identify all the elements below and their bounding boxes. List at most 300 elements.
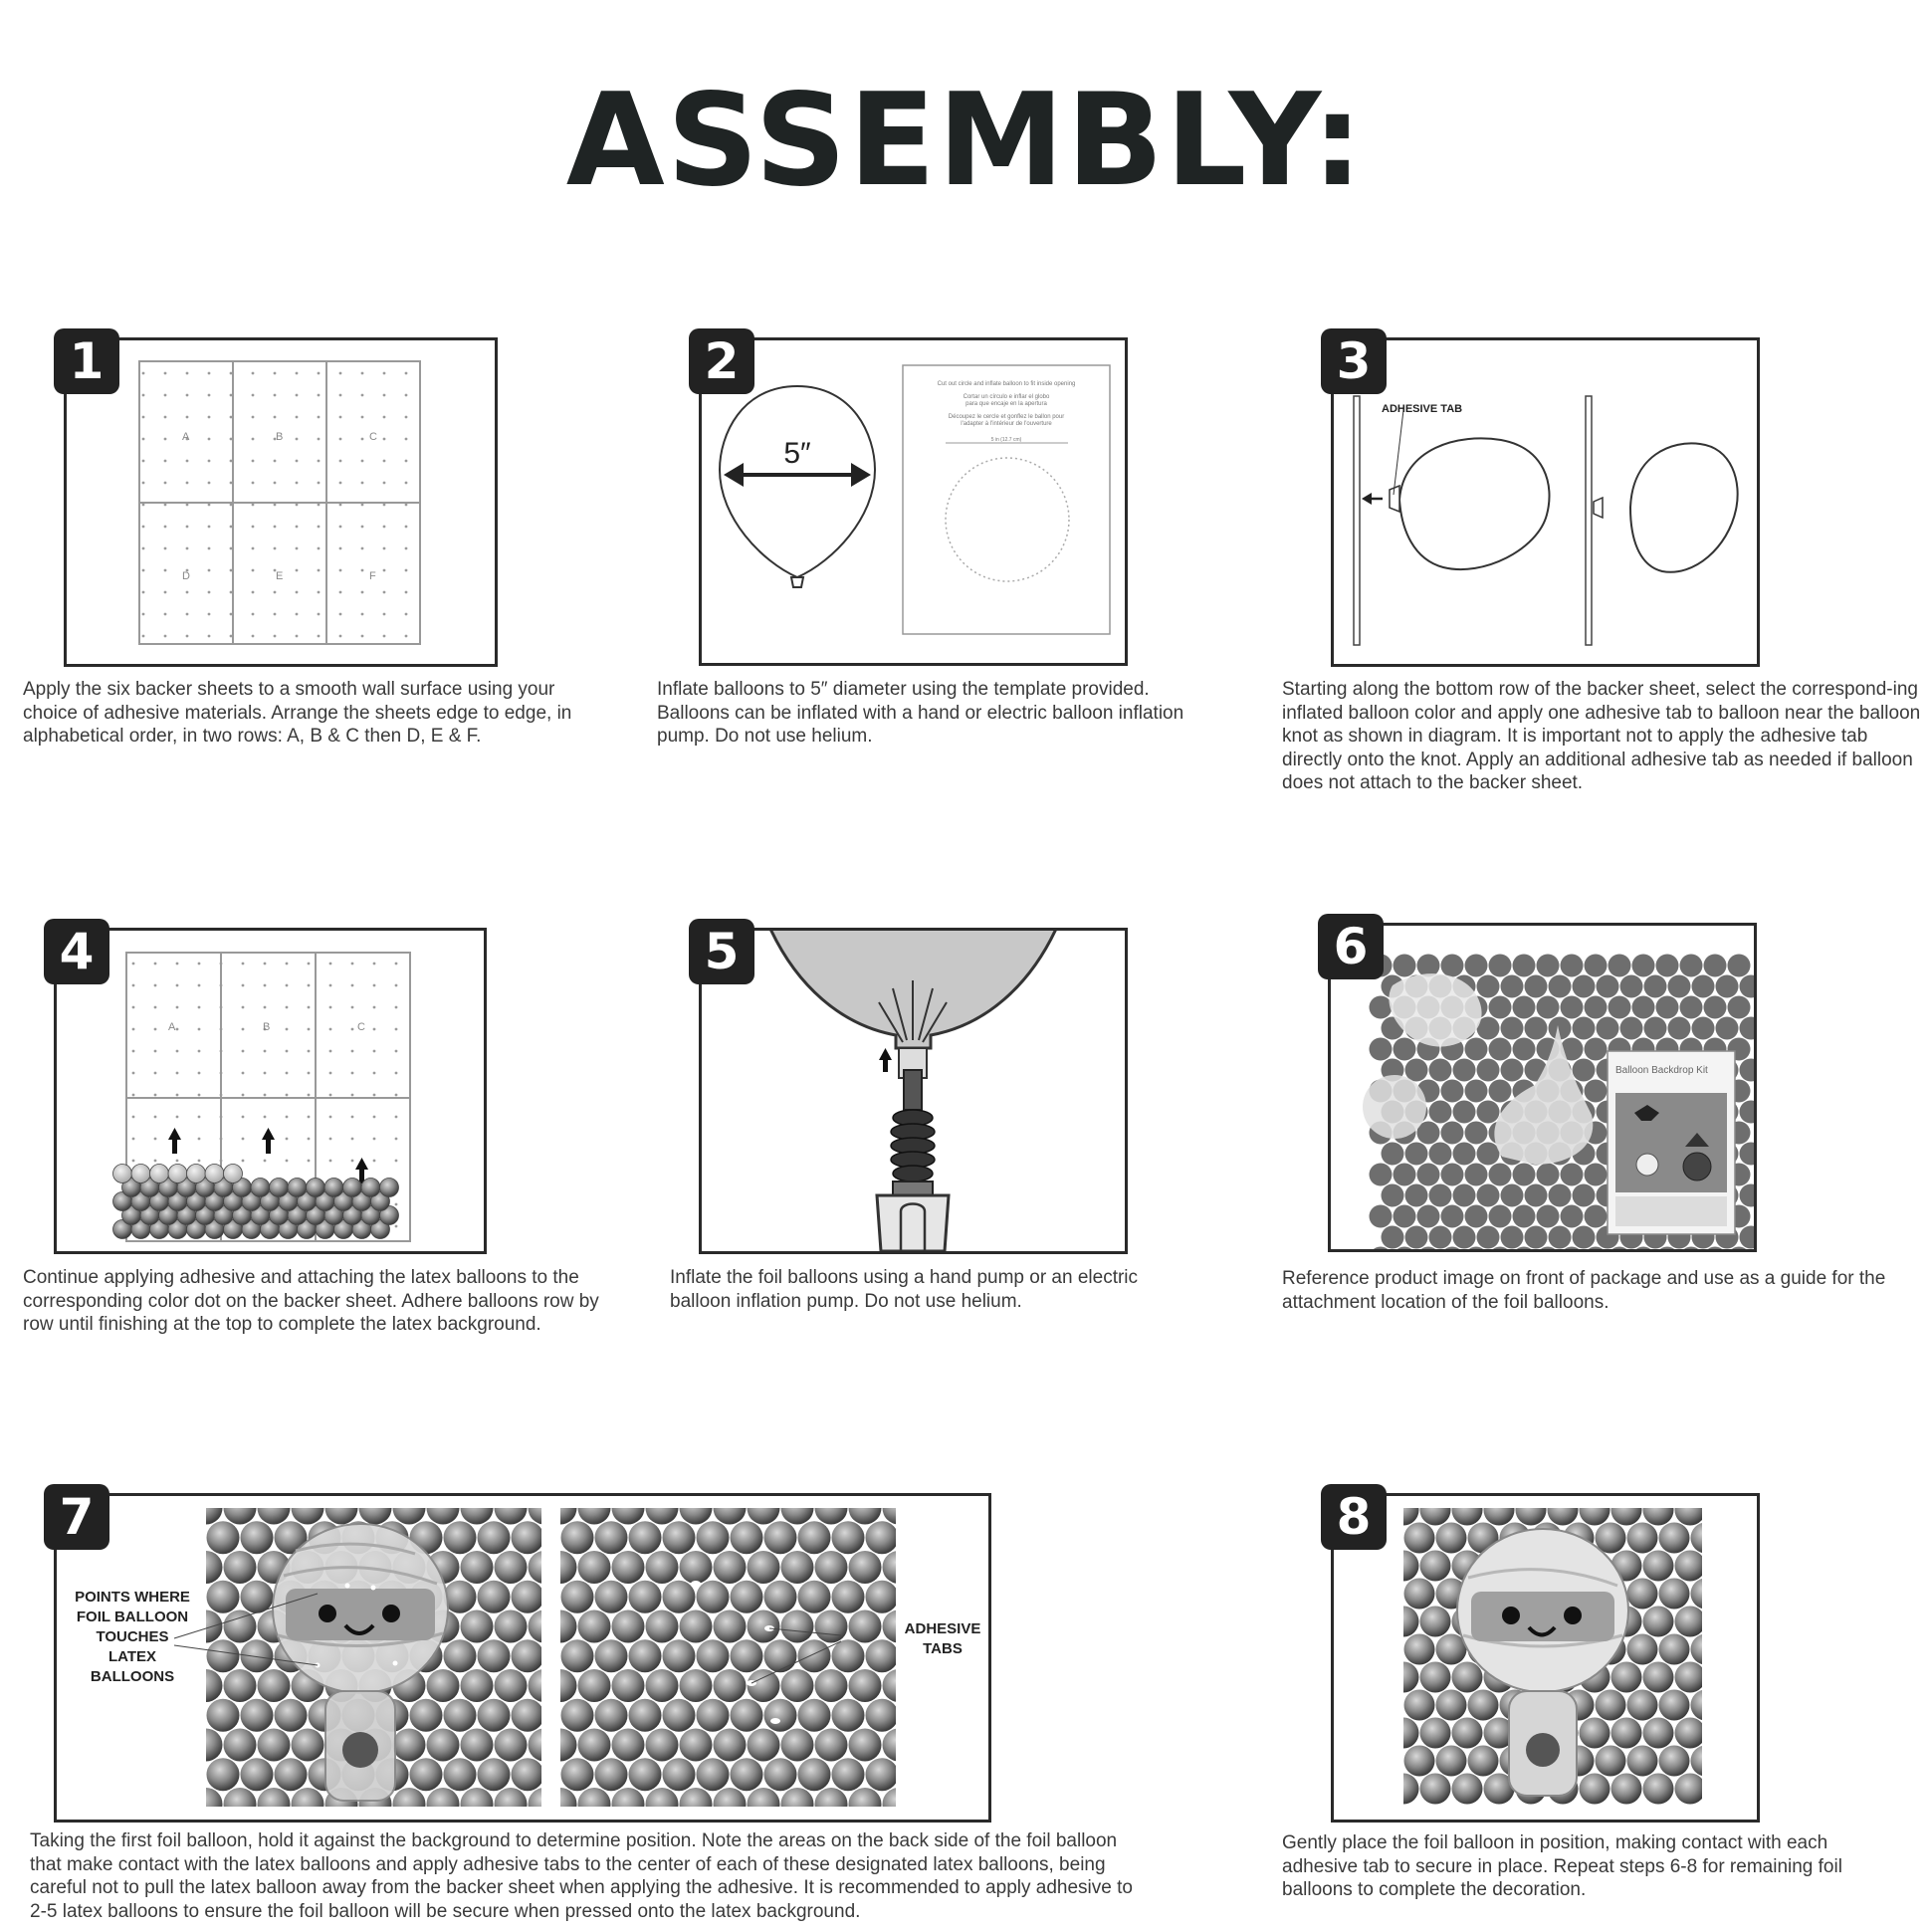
latex-balloon <box>1465 1038 1488 1061</box>
latex-balloon <box>444 1758 477 1791</box>
latex-balloon <box>798 1699 831 1732</box>
latex-balloon <box>1489 996 1512 1019</box>
latex-balloon <box>1561 1164 1584 1186</box>
latex-balloon <box>832 1581 865 1613</box>
latex-balloon <box>1516 1496 1547 1526</box>
latex-balloon <box>544 1551 577 1584</box>
latex-balloon <box>849 1496 882 1525</box>
latex-balloon <box>190 1788 223 1820</box>
latex-balloon <box>798 1521 831 1554</box>
latex-balloon <box>1501 1184 1524 1207</box>
template-text: Cortar un círculo e inflar el globo <box>963 394 1050 400</box>
step-number-badge: 8 <box>1321 1484 1387 1550</box>
latex-balloon <box>1573 1059 1596 1082</box>
latex-balloon <box>1394 1164 1416 1186</box>
latex-balloon <box>241 1581 274 1613</box>
step-3-diagram <box>1331 337 1760 667</box>
latex-balloon <box>1609 996 1631 1019</box>
latex-balloon <box>731 1581 763 1613</box>
latex-balloon <box>461 1610 494 1643</box>
latex-balloon <box>1429 1184 1452 1207</box>
latex-balloon <box>731 1639 763 1672</box>
latex-balloon <box>529 1496 561 1525</box>
latex-balloon <box>1436 1523 1467 1554</box>
latex-balloon <box>900 1699 933 1732</box>
latex-balloon <box>849 1551 882 1584</box>
latex-balloon <box>1382 1226 1404 1249</box>
latex-balloon <box>1452 1774 1483 1805</box>
latex-balloon <box>1436 1690 1467 1721</box>
latex-balloon <box>292 1496 324 1525</box>
step-7-diagram <box>54 1493 991 1823</box>
latex-balloon <box>410 1758 443 1791</box>
latex-balloon <box>883 1496 916 1525</box>
latex-balloon <box>258 1729 291 1762</box>
latex-balloon <box>1420 1607 1451 1637</box>
latex-balloon <box>578 1788 611 1820</box>
latex-balloon <box>150 1165 169 1183</box>
latex-balloon <box>1549 1184 1572 1207</box>
latex-balloon <box>1453 1101 1476 1124</box>
latex-balloon <box>1643 1718 1674 1749</box>
latex-balloon <box>1468 1746 1499 1777</box>
latex-balloon <box>1525 975 1548 998</box>
latex-balloon <box>1611 1774 1642 1805</box>
latex-balloon <box>646 1496 679 1525</box>
latex-balloon <box>1453 1226 1476 1249</box>
latex-balloon <box>1675 1718 1706 1749</box>
latex-balloon <box>207 1639 240 1672</box>
latex-balloon <box>1420 1551 1451 1582</box>
latex-balloon <box>764 1581 797 1613</box>
latex-balloon <box>578 1610 611 1643</box>
latex-balloon <box>427 1729 460 1762</box>
latex-balloon <box>1659 1523 1690 1554</box>
latex-balloon <box>680 1788 713 1820</box>
latex-balloon <box>190 1551 223 1584</box>
latex-balloon-grid <box>544 1496 933 1820</box>
latex-balloon <box>1404 1634 1435 1665</box>
latex-balloon <box>1477 1143 1500 1166</box>
latex-balloon <box>461 1729 494 1762</box>
latex-balloon <box>595 1521 628 1554</box>
latex-balloon <box>258 1669 291 1702</box>
latex-balloon <box>1609 955 1631 977</box>
latex-balloon <box>1573 975 1596 998</box>
step-description: Gently place the foil balloon in position, making contact with each adhesive tab to secure in place. Repeat steps 6-8 for remaining foil balloons to complete the decoration. <box>1282 1832 1842 1900</box>
latex-balloon <box>1627 1634 1658 1665</box>
latex-balloon <box>680 1496 713 1525</box>
latex-balloon <box>1620 1017 1643 1040</box>
latex-balloon <box>561 1521 594 1554</box>
latex-balloon <box>595 1581 628 1613</box>
latex-balloon <box>900 1758 933 1791</box>
latex-balloon <box>1585 1038 1608 1061</box>
latex-balloon <box>1680 996 1703 1019</box>
template-text: Cut out circle and inflate balloon to fit inside opening <box>937 381 1076 387</box>
latex-balloon <box>461 1496 494 1525</box>
latex-balloon <box>1675 1607 1706 1637</box>
latex-balloon <box>512 1581 544 1613</box>
latex-balloon <box>1643 1774 1674 1805</box>
latex-balloon <box>1675 1662 1706 1693</box>
latex-balloon <box>883 1729 916 1762</box>
latex-balloon <box>292 1788 324 1820</box>
latex-balloon <box>849 1610 882 1643</box>
latex-balloon <box>1420 1774 1451 1805</box>
latex-balloon <box>1580 1774 1610 1805</box>
latex-balloon <box>1573 1226 1596 1249</box>
latex-balloon <box>1580 1718 1610 1749</box>
latex-balloon <box>1468 1690 1499 1721</box>
latex-balloon <box>1394 955 1416 977</box>
latex-balloon <box>1429 1059 1452 1082</box>
latex-balloon <box>444 1521 477 1554</box>
latex-balloon <box>815 1551 848 1584</box>
latex-balloon <box>1549 1226 1572 1249</box>
latex-balloon <box>561 1758 594 1791</box>
latex-balloon <box>1453 1143 1476 1166</box>
latex-balloon <box>495 1788 528 1820</box>
latex-balloon <box>461 1669 494 1702</box>
latex-balloon <box>697 1699 730 1732</box>
page-title: ASSEMBLY: <box>565 67 1366 215</box>
latex-balloon <box>1389 1496 1419 1526</box>
latex-balloon <box>646 1669 679 1702</box>
latex-balloon <box>1452 1662 1483 1693</box>
latex-balloon <box>1668 1017 1691 1040</box>
latex-balloon <box>1382 1184 1404 1207</box>
latex-balloon <box>1580 1496 1610 1526</box>
latex-balloon <box>1489 1164 1512 1186</box>
latex-balloon <box>1643 1607 1674 1637</box>
latex-balloon <box>1489 1038 1512 1061</box>
latex-balloon <box>1382 1143 1404 1166</box>
latex-balloon <box>883 1669 916 1702</box>
latex-balloon <box>578 1551 611 1584</box>
latex-balloon <box>1465 1122 1488 1145</box>
latex-balloon <box>1627 1690 1658 1721</box>
latex-balloon <box>832 1699 865 1732</box>
latex-balloon <box>697 1581 730 1613</box>
latex-balloon <box>663 1639 696 1672</box>
latex-balloon <box>578 1729 611 1762</box>
latex-balloon <box>1644 975 1667 998</box>
latex-balloon <box>1441 1080 1464 1103</box>
latex-balloon <box>849 1729 882 1762</box>
latex-balloon <box>207 1699 240 1732</box>
latex-balloon <box>629 1758 662 1791</box>
latex-balloon <box>1405 1184 1428 1207</box>
latex-balloon <box>1692 1017 1715 1040</box>
backer-sheets-illustration <box>67 340 495 664</box>
latex-balloon <box>815 1729 848 1762</box>
latex-balloon <box>1728 996 1751 1019</box>
step-description: Inflate the foil balloons using a hand pump or an electric balloon inflation pump. Do not use helium. <box>670 1267 1139 1312</box>
step-number-badge: 5 <box>689 919 754 984</box>
latex-balloon <box>612 1669 645 1702</box>
latex-balloon <box>680 1669 713 1702</box>
diameter-label: 5″ <box>783 437 811 470</box>
latex-balloon <box>697 1758 730 1791</box>
step-1-diagram <box>64 337 498 667</box>
latex-balloon <box>697 1639 730 1672</box>
latex-balloon <box>1561 996 1584 1019</box>
latex-balloon <box>612 1551 645 1584</box>
latex-balloon <box>748 1551 780 1584</box>
latex-balloon <box>1620 975 1643 998</box>
latex-balloon <box>1404 1523 1435 1554</box>
latex-balloon <box>680 1729 713 1762</box>
latex-balloon <box>1477 1059 1500 1082</box>
latex-balloon <box>529 1669 561 1702</box>
latex-balloon <box>241 1521 274 1554</box>
latex-balloon <box>1597 975 1619 998</box>
latex-balloon <box>680 1610 713 1643</box>
latex-balloon <box>663 1521 696 1554</box>
step-number-badge: 7 <box>44 1484 109 1550</box>
latex-balloon <box>663 1699 696 1732</box>
latex-balloon <box>1561 1205 1584 1228</box>
latex-balloon <box>1452 1496 1483 1526</box>
latex-balloon <box>866 1521 899 1554</box>
latex-balloon <box>781 1729 814 1762</box>
latex-balloon <box>1537 955 1560 977</box>
latex-balloon <box>1716 1017 1739 1040</box>
latex-balloon <box>1477 1101 1500 1124</box>
latex-balloon <box>1420 1718 1451 1749</box>
latex-balloon <box>1627 1523 1658 1554</box>
latex-balloon <box>1573 1017 1596 1040</box>
latex-balloon <box>478 1639 511 1672</box>
latex-balloon <box>764 1699 797 1732</box>
latex-balloon <box>1513 1164 1536 1186</box>
latex-balloon <box>764 1521 797 1554</box>
latex-balloon <box>1644 1017 1667 1040</box>
latex-balloon <box>1716 975 1739 998</box>
latex-balloon <box>1513 955 1536 977</box>
latex-balloon <box>1453 1059 1476 1082</box>
latex-balloon <box>1585 1080 1608 1103</box>
latex-balloon <box>781 1551 814 1584</box>
latex-balloon <box>1389 1551 1419 1582</box>
step-5-diagram <box>699 928 1128 1254</box>
latex-balloon <box>380 1179 399 1197</box>
latex-balloon <box>1370 1038 1393 1061</box>
latex-balloon <box>1675 1496 1706 1526</box>
latex-balloon <box>748 1496 780 1525</box>
latex-balloon <box>900 1581 933 1613</box>
step-description: Starting along the bottom row of the backer sheet, select the correspond-ing inflated balloon color and apply one adhesive tab to balloon near the balloon knot as shown in diagram. It is important not to apply the adhesive tab directly onto the knot. Apply an additional adhesive tab as needed if balloon does not attach to the backer sheet. <box>1282 679 1921 793</box>
latex-balloon <box>595 1758 628 1791</box>
latex-balloon <box>798 1639 831 1672</box>
latex-balloon <box>1597 1017 1619 1040</box>
sheet-letter: F <box>369 570 376 582</box>
latex-balloon <box>529 1610 561 1643</box>
latex-balloon <box>461 1551 494 1584</box>
latex-balloon <box>1513 996 1536 1019</box>
latex-balloon <box>764 1639 797 1672</box>
latex-balloon <box>1489 1205 1512 1228</box>
template-text: Découpez le cercle et gonflez le ballon pour <box>948 414 1065 420</box>
step-8-diagram <box>1331 1493 1760 1823</box>
latex-balloon <box>1429 1226 1452 1249</box>
latex-balloon <box>629 1639 662 1672</box>
latex-balloon <box>1596 1690 1626 1721</box>
latex-balloon <box>866 1639 899 1672</box>
latex-balloon <box>731 1521 763 1554</box>
latex-balloon <box>1675 1774 1706 1805</box>
latex-balloon <box>190 1729 223 1762</box>
latex-balloon <box>1389 1718 1419 1749</box>
latex-balloon <box>1668 975 1691 998</box>
latex-balloon <box>544 1496 577 1525</box>
latex-balloon <box>512 1758 544 1791</box>
step-4-diagram <box>54 928 487 1254</box>
latex-balloon <box>324 1179 343 1197</box>
latex-balloon <box>393 1788 426 1820</box>
latex-balloon <box>1675 1551 1706 1582</box>
latex-balloon <box>1417 1164 1440 1186</box>
latex-balloon <box>224 1788 257 1820</box>
latex-balloon <box>1465 1205 1488 1228</box>
latex-balloon <box>781 1496 814 1525</box>
latex-balloon <box>1489 955 1512 977</box>
sheet-letter: B <box>263 1021 271 1033</box>
package-label: Balloon Backdrop Kit <box>1615 1065 1708 1076</box>
latex-balloon <box>1680 955 1703 977</box>
latex-balloon <box>1691 1523 1722 1554</box>
latex-balloon <box>361 1179 380 1197</box>
latex-balloon <box>646 1788 679 1820</box>
latex-balloon <box>1627 1579 1658 1610</box>
latex-balloon <box>512 1521 544 1554</box>
latex-balloon <box>1394 1038 1416 1061</box>
latex-balloon <box>680 1551 713 1584</box>
latex-balloon <box>1525 1017 1548 1040</box>
latex-balloon <box>544 1729 577 1762</box>
latex-balloon <box>663 1758 696 1791</box>
latex-balloon <box>427 1669 460 1702</box>
latex-balloon <box>292 1729 324 1762</box>
latex-balloon <box>444 1639 477 1672</box>
latex-balloon <box>224 1496 257 1525</box>
latex-balloon <box>270 1179 289 1197</box>
latex-balloon <box>275 1699 308 1732</box>
latex-balloon <box>1513 1038 1536 1061</box>
latex-balloon <box>461 1788 494 1820</box>
latex-balloon <box>495 1729 528 1762</box>
latex-balloon <box>1611 1496 1642 1526</box>
latex-balloon <box>578 1496 611 1525</box>
latex-balloon <box>544 1788 577 1820</box>
latex-balloon <box>1525 1226 1548 1249</box>
latex-balloon <box>495 1496 528 1525</box>
latex-balloon <box>1656 955 1679 977</box>
sheet-letter: C <box>357 1021 365 1033</box>
latex-balloon <box>1692 975 1715 998</box>
latex-balloon <box>815 1669 848 1702</box>
latex-balloon <box>1585 996 1608 1019</box>
latex-balloon <box>1477 1184 1500 1207</box>
latex-balloon <box>866 1581 899 1613</box>
latex-balloon <box>495 1551 528 1584</box>
latex-balloon <box>646 1610 679 1643</box>
latex-balloon <box>1436 1746 1467 1777</box>
latex-balloon <box>1585 1205 1608 1228</box>
latex-balloon <box>612 1788 645 1820</box>
step-2-diagram <box>699 337 1128 666</box>
latex-balloon <box>595 1699 628 1732</box>
step-description: Apply the six backer sheets to a smooth wall surface using your choice of adhesive materials. Arrange the sheets edge to edge, in alphabetical order, in two rows: A, B & C then D, E & F. <box>23 679 572 747</box>
sheet-letter: C <box>369 431 377 443</box>
latex-balloon <box>1389 1662 1419 1693</box>
latex-balloon <box>764 1758 797 1791</box>
sheet-letter: A <box>168 1021 176 1033</box>
latex-balloon <box>512 1699 544 1732</box>
latex-balloon <box>544 1669 577 1702</box>
latex-balloon <box>1429 1143 1452 1166</box>
latex-balloon <box>190 1496 223 1525</box>
latex-balloon <box>1740 975 1755 998</box>
latex-balloon <box>1643 1662 1674 1693</box>
latex-balloon <box>258 1788 291 1820</box>
latex-balloon <box>1417 1205 1440 1228</box>
latex-balloon <box>1465 955 1488 977</box>
latex-balloon <box>307 1179 325 1197</box>
latex-balloon <box>224 1610 257 1643</box>
latex-balloon <box>714 1551 747 1584</box>
latex-balloon <box>1513 1205 1536 1228</box>
latex-balloon <box>1611 1718 1642 1749</box>
latex-balloon <box>1537 1205 1560 1228</box>
latex-balloon <box>393 1496 426 1525</box>
latex-balloon <box>798 1581 831 1613</box>
latex-balloon <box>1477 1226 1500 1249</box>
latex-balloon <box>427 1496 460 1525</box>
latex-balloon <box>1549 975 1572 998</box>
latex-balloon <box>612 1610 645 1643</box>
step-description: Continue applying adhesive and attaching the latex balloons to the corresponding color dot on the backer sheet. Adhere balloons row by row until finishing at the top to complete the latex background. <box>23 1267 599 1335</box>
latex-balloon <box>1370 996 1393 1019</box>
latex-balloon <box>1370 1164 1393 1186</box>
step-description: Reference product image on front of package and use as a guide for the attachment location of the foil balloons. <box>1282 1268 1886 1313</box>
latex-balloon <box>731 1758 763 1791</box>
latex-balloon <box>663 1581 696 1613</box>
latex-balloon <box>646 1729 679 1762</box>
latex-balloon <box>1420 1496 1451 1526</box>
latex-balloon <box>544 1610 577 1643</box>
latex-balloon <box>1501 1226 1524 1249</box>
latex-balloon <box>205 1165 224 1183</box>
latex-balloon <box>1691 1579 1722 1610</box>
latex-balloon <box>241 1699 274 1732</box>
latex-balloon <box>1632 955 1655 977</box>
step-number-badge: 6 <box>1318 914 1384 979</box>
latex-balloon <box>1643 1551 1674 1582</box>
latex-balloon <box>251 1179 270 1197</box>
latex-balloon <box>1484 1496 1515 1526</box>
latex-balloon <box>241 1639 274 1672</box>
latex-balloon <box>1465 1080 1488 1103</box>
latex-balloon <box>866 1699 899 1732</box>
latex-balloon <box>1548 1496 1579 1526</box>
latex-balloon <box>529 1729 561 1762</box>
latex-balloon <box>1420 1662 1451 1693</box>
latex-balloon <box>478 1581 511 1613</box>
latex-balloon <box>866 1758 899 1791</box>
latex-balloon <box>798 1758 831 1791</box>
